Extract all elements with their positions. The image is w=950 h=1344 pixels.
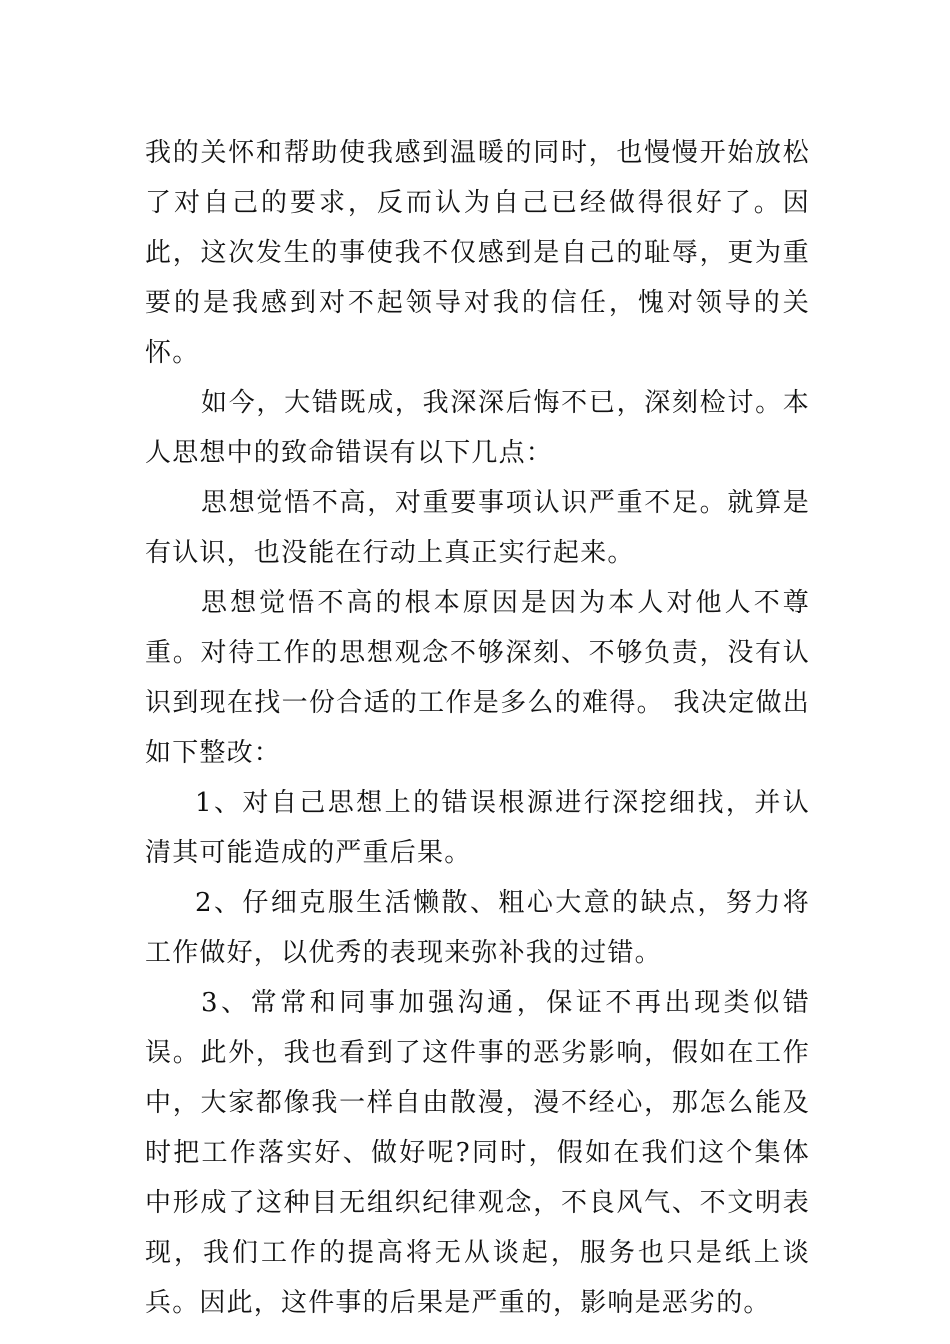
list-item-3: 3、常常和同事加强沟通，保证不再出现类似错误。此外，我也看到了这件事的恶劣影响，假如在工作中，大家都像我一样自由散漫，漫不经心，那怎么能及时把工作落实好、做好呢?同时，假如在我们这个集体中形成了这种目无组织纪律观念，不良风气、不文明表现，我们工作的提高将无从谈起，服务也只是纸上谈兵。因此，这件事的后果是严重的，影响是恶劣的。 xyxy=(145,988,810,1318)
document-body xyxy=(145,128,810,1328)
paragraph-3: 思想觉悟不高，对重要事项认识严重不足。就算是有认识，也没能在行动上真正实行起来。 xyxy=(145,488,810,568)
paragraph-2: 如今，大错既成，我深深后悔不已，深刻检讨。本人思想中的致命错误有以下几点： xyxy=(145,388,810,468)
list-item-2: 2、仔细克服生活懒散、粗心大意的缺点，努力将工作做好，以优秀的表现来弥补我的过错。 xyxy=(145,888,810,968)
paragraph-4: 思想觉悟不高的根本原因是因为本人对他人不尊重。对待工作的思想观念不够深刻、不够负责，没有认识到现在找一份合适的工作是多么的难得。 我决定做出如下整改： xyxy=(145,588,810,768)
paragraph-1: 我的关怀和帮助使我感到温暖的同时，也慢慢开始放松了对自己的要求，反而认为自己已经做得很好了。因此，这次发生的事使我不仅感到是自己的耻辱，更为重要的是我感到对不起领导对我的信任，愧对领导的关怀。 xyxy=(145,138,810,368)
list-item-1: 1、对自己思想上的错误根源进行深挖细找，并认清其可能造成的严重后果。 xyxy=(145,788,810,868)
